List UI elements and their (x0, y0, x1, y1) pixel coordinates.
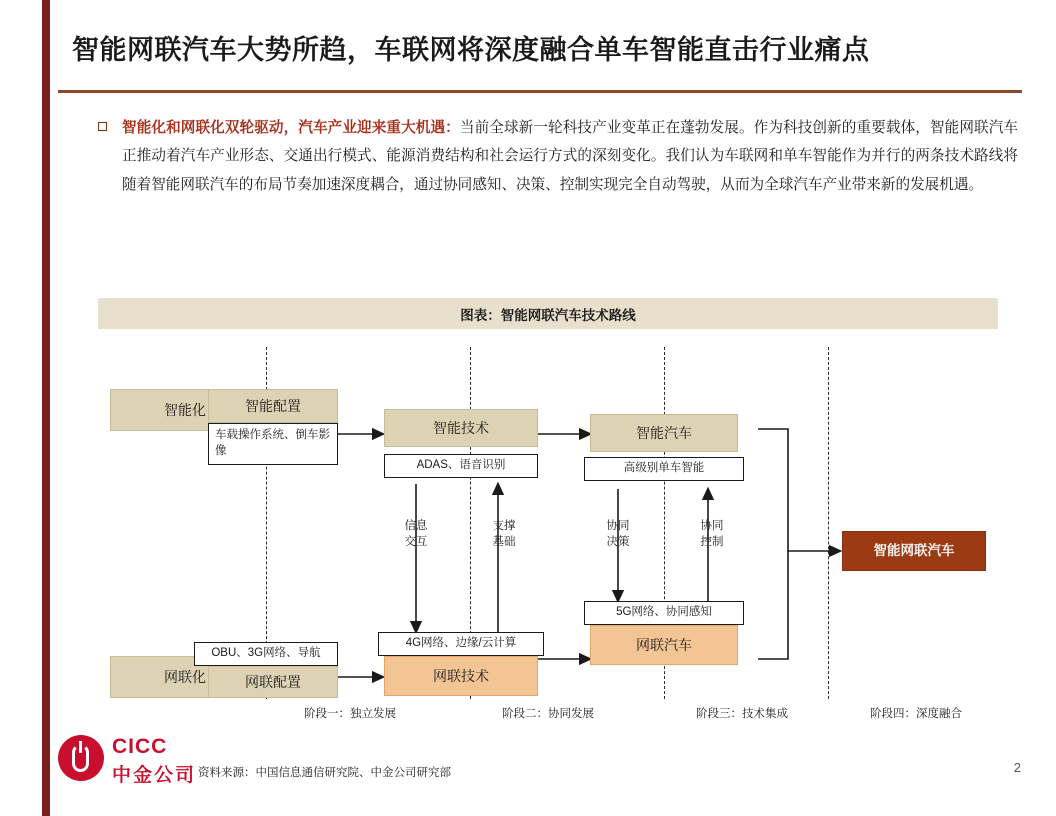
edge-label-info-exchange: 信息 交互 (404, 520, 428, 548)
edge-label-collab-control: 协同 控制 (700, 520, 724, 548)
node-intelligent-car[interactable]: 智能汽车 (590, 414, 738, 452)
node-connected-config[interactable]: 网联配置 (208, 666, 338, 698)
node-connected-car-sub[interactable]: 5G网络、协同感知 (584, 601, 744, 625)
stage-label-3: 阶段三：技术集成 (696, 708, 788, 720)
node-intelligent-row[interactable]: 智能化 (110, 389, 260, 431)
bullet-highlight: 智能化和网联化双轮驱动，汽车产业迎来重大机遇： (122, 120, 460, 136)
node-intelligent-car-sub[interactable]: 高级别单车智能 (584, 457, 744, 481)
stage-divider-4 (828, 347, 829, 699)
stage-label-2: 阶段二：协同发展 (502, 708, 594, 720)
node-connected-config-sub[interactable]: OBU、3G网络、导航 (194, 642, 338, 666)
node-connected-tech[interactable]: 网联技术 (384, 656, 538, 696)
chart-figure (98, 298, 998, 728)
title-divider (58, 90, 1022, 93)
node-intelligent-tech[interactable]: 智能技术 (384, 409, 538, 447)
edge-label-collab-decision: 协同 决策 (606, 520, 630, 548)
node-connected-tech-sub[interactable]: 4G网络、边缘/云计算 (378, 632, 544, 656)
bullet-paragraph (98, 114, 1018, 199)
bullet-rest: 当前全球新一轮科技产业变革正在蓬勃发展。作为科技创新的重要载体，智能网联汽车正推动着汽车产业形态、交通出行模式、能源消费结构和社会运行方式的深刻变化。我们认为车联网和单车智能作为并行的两条技术路线将随着智能网联汽车的布局节奏加速深度耦合，通过协同感知、决策、控制实现完全自动驾驶，从而为全球汽车产业带来新的发展机遇。 (122, 120, 1018, 193)
stage-label-1: 阶段一：独立发展 (304, 708, 396, 720)
node-intelligent-tech-sub[interactable]: ADAS、语音识别 (384, 454, 538, 478)
chart-caption: 图表：智能网联汽车技术路线 (460, 307, 636, 323)
node-connected-car[interactable]: 网联汽车 (590, 625, 738, 665)
source-note: 资料来源：中国信息通信研究院、中金公司研究部 (198, 767, 451, 779)
node-intelligent-config-sub[interactable]: 车载操作系统、倒车影像 (208, 423, 338, 465)
cicc-logo (58, 733, 218, 791)
edge-label-support-basis: 支撑 基础 (492, 520, 516, 548)
logo-text-english: CICC (112, 735, 168, 758)
logo-text-chinese: 中金公司 (112, 765, 197, 786)
stage-label-4: 阶段四：深度融合 (870, 708, 962, 720)
chart-canvas (98, 329, 998, 728)
page-number: 2 (1013, 760, 1021, 775)
node-final-intelligent-connected-car[interactable]: 智能网联汽车 (842, 531, 986, 571)
node-intelligent-config[interactable]: 智能配置 (208, 389, 338, 423)
chart-caption-bar (98, 298, 998, 329)
logo-mark-icon (58, 735, 104, 781)
node-connected-row[interactable]: 网联化 (110, 656, 260, 698)
bullet-body (122, 114, 1018, 199)
left-accent-bar (42, 0, 50, 816)
bullet-square-icon (98, 122, 107, 131)
page-title: 智能网联汽车大势所趋，车联网将深度融合单车智能直击行业痛点 (72, 35, 870, 65)
